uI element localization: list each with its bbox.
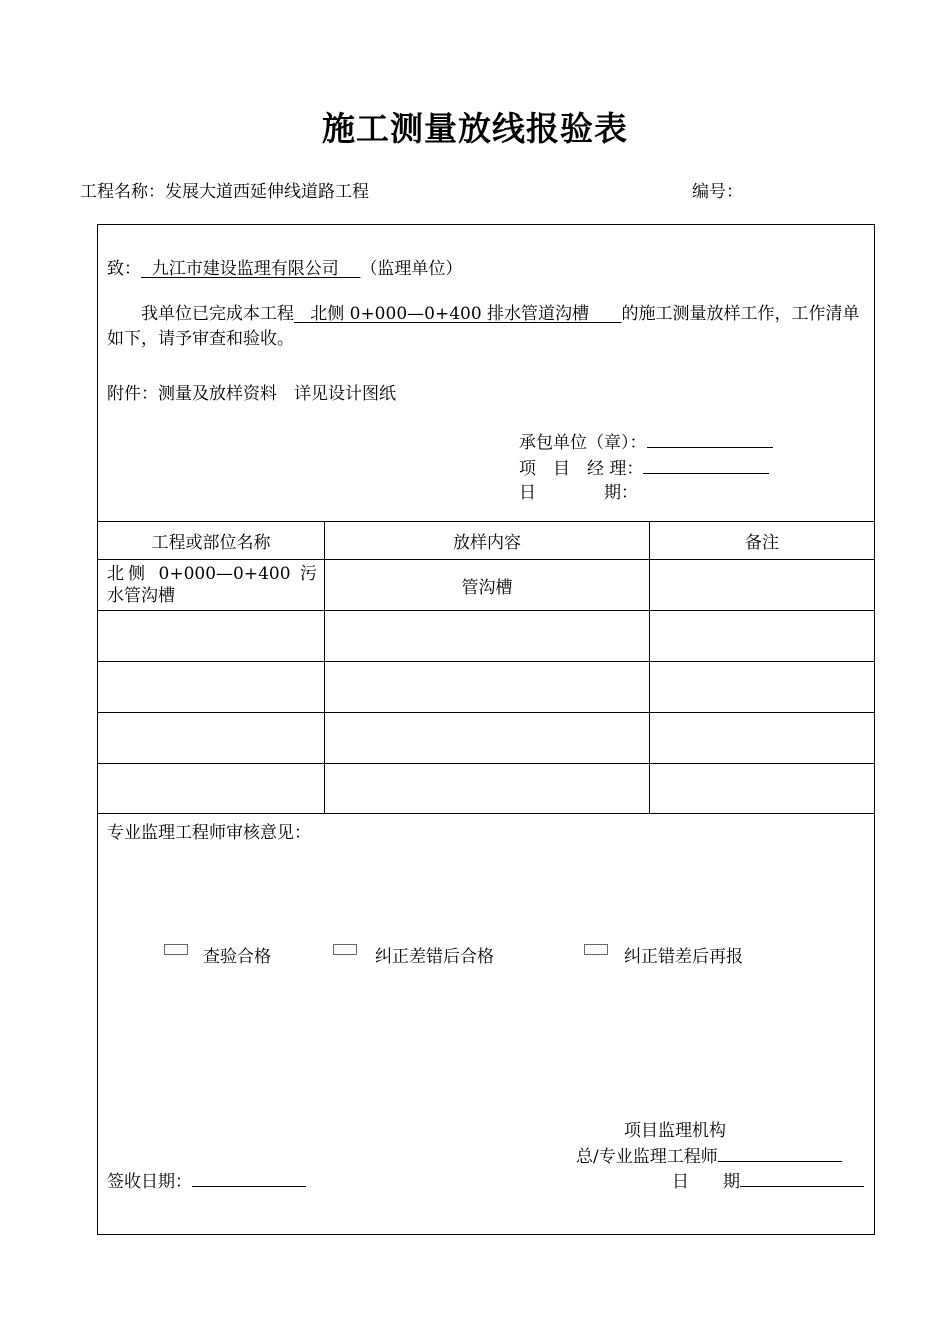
option-label-pass: 查验合格 bbox=[203, 947, 271, 967]
table-cell-content bbox=[325, 611, 649, 661]
statement-part1: 我单位已完成本工程 bbox=[141, 304, 294, 324]
option-checkbox-resubmit[interactable] bbox=[584, 944, 608, 955]
table-cell-content bbox=[325, 764, 649, 813]
table-cell-content: 管沟槽 bbox=[461, 577, 513, 598]
form-title: 施工测量放线报验表 bbox=[322, 109, 628, 148]
sign-date: 签收日期： bbox=[107, 1167, 306, 1192]
serial-number-label: 编号： bbox=[692, 182, 743, 202]
form-frame bbox=[97, 224, 875, 1235]
table-cell-remark bbox=[650, 764, 874, 813]
table-cell-location bbox=[107, 764, 317, 813]
option-checkbox-pass[interactable] bbox=[164, 944, 188, 955]
table-cell-location bbox=[107, 713, 317, 763]
option-label-resubmit: 纠正错差后再报 bbox=[624, 947, 743, 967]
supervision-date-blank[interactable] bbox=[740, 1171, 864, 1187]
table-border-bottom bbox=[98, 813, 874, 814]
sign-date-blank[interactable] bbox=[192, 1171, 306, 1187]
addressee-line bbox=[107, 254, 462, 279]
table-cell-content bbox=[325, 662, 649, 712]
table-header-remark: 备注 bbox=[745, 533, 779, 553]
supervision-org: 项目监理机构 bbox=[624, 1121, 726, 1141]
supervision-date: 日 期 bbox=[672, 1167, 864, 1192]
table-cell-location bbox=[107, 611, 317, 661]
table-cell-location bbox=[107, 662, 317, 712]
contractor-date: 日 期： bbox=[519, 483, 638, 503]
table-cell-remark bbox=[650, 662, 874, 712]
statement-part2: 的施工测量放样工作，工作清单如下，请予审查和验收。 bbox=[107, 304, 860, 349]
project-manager-blank[interactable] bbox=[643, 458, 769, 474]
addressee-company: 九江市建设监理有限公司 bbox=[151, 259, 339, 279]
supervision-engineer: 总/专业监理工程师 bbox=[576, 1142, 842, 1167]
option-label-correct-pass: 纠正差错后合格 bbox=[375, 947, 494, 967]
project-name: 工程名称：发展大道西延伸线道路工程 bbox=[80, 182, 369, 202]
table-cell-remark bbox=[650, 713, 874, 763]
table-header-location: 工程或部位名称 bbox=[151, 533, 271, 553]
contractor-unit-blank[interactable] bbox=[647, 432, 773, 448]
table-cell-content bbox=[325, 713, 649, 763]
review-opinion-label: 专业监理工程师审核意见： bbox=[107, 823, 311, 843]
supervision-engineer-blank[interactable] bbox=[718, 1146, 842, 1162]
option-checkbox-correct-pass[interactable] bbox=[333, 944, 357, 955]
addressee-prefix: 致： bbox=[107, 259, 141, 279]
statement-work: 北侧 0+000—0+400 排水管道沟槽 bbox=[310, 304, 590, 324]
table-cell-location: 北侧 0+000—0+400 污水管沟槽 bbox=[107, 564, 317, 606]
statement-paragraph bbox=[107, 302, 867, 352]
contractor-unit: 承包单位（章）： bbox=[519, 428, 773, 453]
addressee-suffix: （监理单位） bbox=[360, 259, 463, 279]
attachment-line: 附件：测量及放样资料 详见设计图纸 bbox=[107, 384, 396, 404]
table-cell-remark bbox=[650, 560, 874, 610]
table-header-content: 放样内容 bbox=[453, 533, 521, 553]
project-manager: 项 目 经 理： bbox=[519, 454, 769, 479]
table-cell-remark bbox=[650, 611, 874, 661]
